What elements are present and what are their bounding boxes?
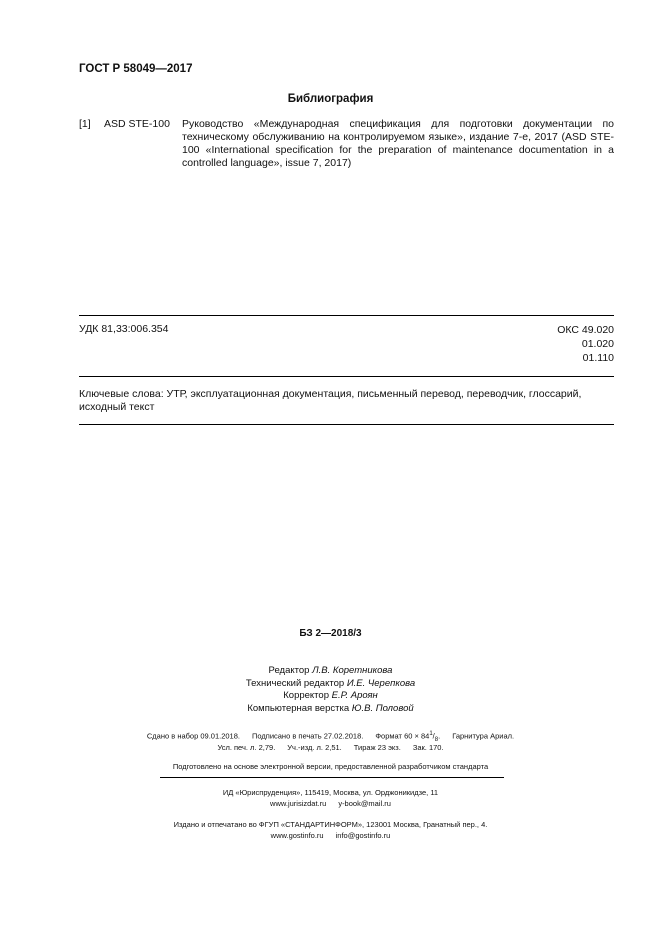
bibliography-title: Библиография bbox=[287, 93, 374, 105]
oks-code: 01.110 bbox=[582, 352, 614, 364]
editor-line: Технический редактор И.Е. Черепкова bbox=[245, 677, 416, 689]
bz-number: БЗ 2—2018/3 bbox=[299, 628, 362, 639]
publisher-contacts: www.jurisizdat.ru y-book@mail.ru bbox=[270, 799, 391, 808]
publisher-block bbox=[0, 787, 661, 809]
reference-code: ASD STE-100 bbox=[104, 118, 170, 130]
editor-line: Корректор Е.Р. Ароян bbox=[283, 690, 378, 701]
prepared-note: Подготовлено на основе электронной версии, предоставленной разработчиком стандарта bbox=[172, 762, 489, 771]
editors-block bbox=[0, 665, 661, 715]
editor-line: Редактор Л.В. Коретникова bbox=[268, 665, 393, 676]
printer-contacts: www.gostinfo.ru info@gostinfo.ru bbox=[270, 831, 391, 840]
divider-middle bbox=[79, 376, 614, 377]
udk-code: УДК 81,33:006.354 bbox=[79, 323, 169, 335]
printer-address: Издано и отпечатано во ФГУП «СТАНДАРТИНФОРМ», 123001 Москва, Гранатный пер., 4. bbox=[173, 820, 488, 829]
divider-top bbox=[79, 315, 614, 316]
reference-number: [1] bbox=[79, 118, 91, 130]
reference-text: Руководство «Международная спецификация для подготовки документации по техническому обслуживанию на контролируемом языке», издание 7-е, 2017 (ASD STE-100 «International specification for the preparation of maintenance documentation in a controlled language», issue 7, 2017) bbox=[182, 118, 614, 169]
editor-line: Компьютерная верстка Ю.В. Половой bbox=[247, 702, 414, 714]
divider-imprint bbox=[160, 777, 504, 778]
print-info-line-1: Сдано в набор 09.01.2018. Подписано в печать 27.02.2018. Формат $60 \times 84^1/_8$. Гарнитура Ариал. bbox=[146, 731, 515, 743]
print-info-line-2: Усл. печ. л. 2,79. Уч.-изд. л. 2,51. Тираж 23 экз. Зак. 170. bbox=[217, 743, 444, 752]
divider-bottom bbox=[79, 424, 614, 425]
oks-codes bbox=[557, 323, 614, 365]
printer-block bbox=[0, 819, 661, 841]
standard-number: ГОСТ Р 58049—2017 bbox=[79, 63, 193, 75]
keywords: Ключевые слова: УТР, эксплуатационная документация, письменный перевод, переводчик, глоссарий, исходный текст bbox=[79, 388, 582, 413]
oks-code: 01.020 bbox=[581, 338, 614, 350]
publisher-address: ИД «Юриспруденция», 115419, Москва, ул. Орджоникидзе, 11 bbox=[222, 788, 439, 797]
oks-code: ОКС 49.020 bbox=[557, 324, 614, 336]
